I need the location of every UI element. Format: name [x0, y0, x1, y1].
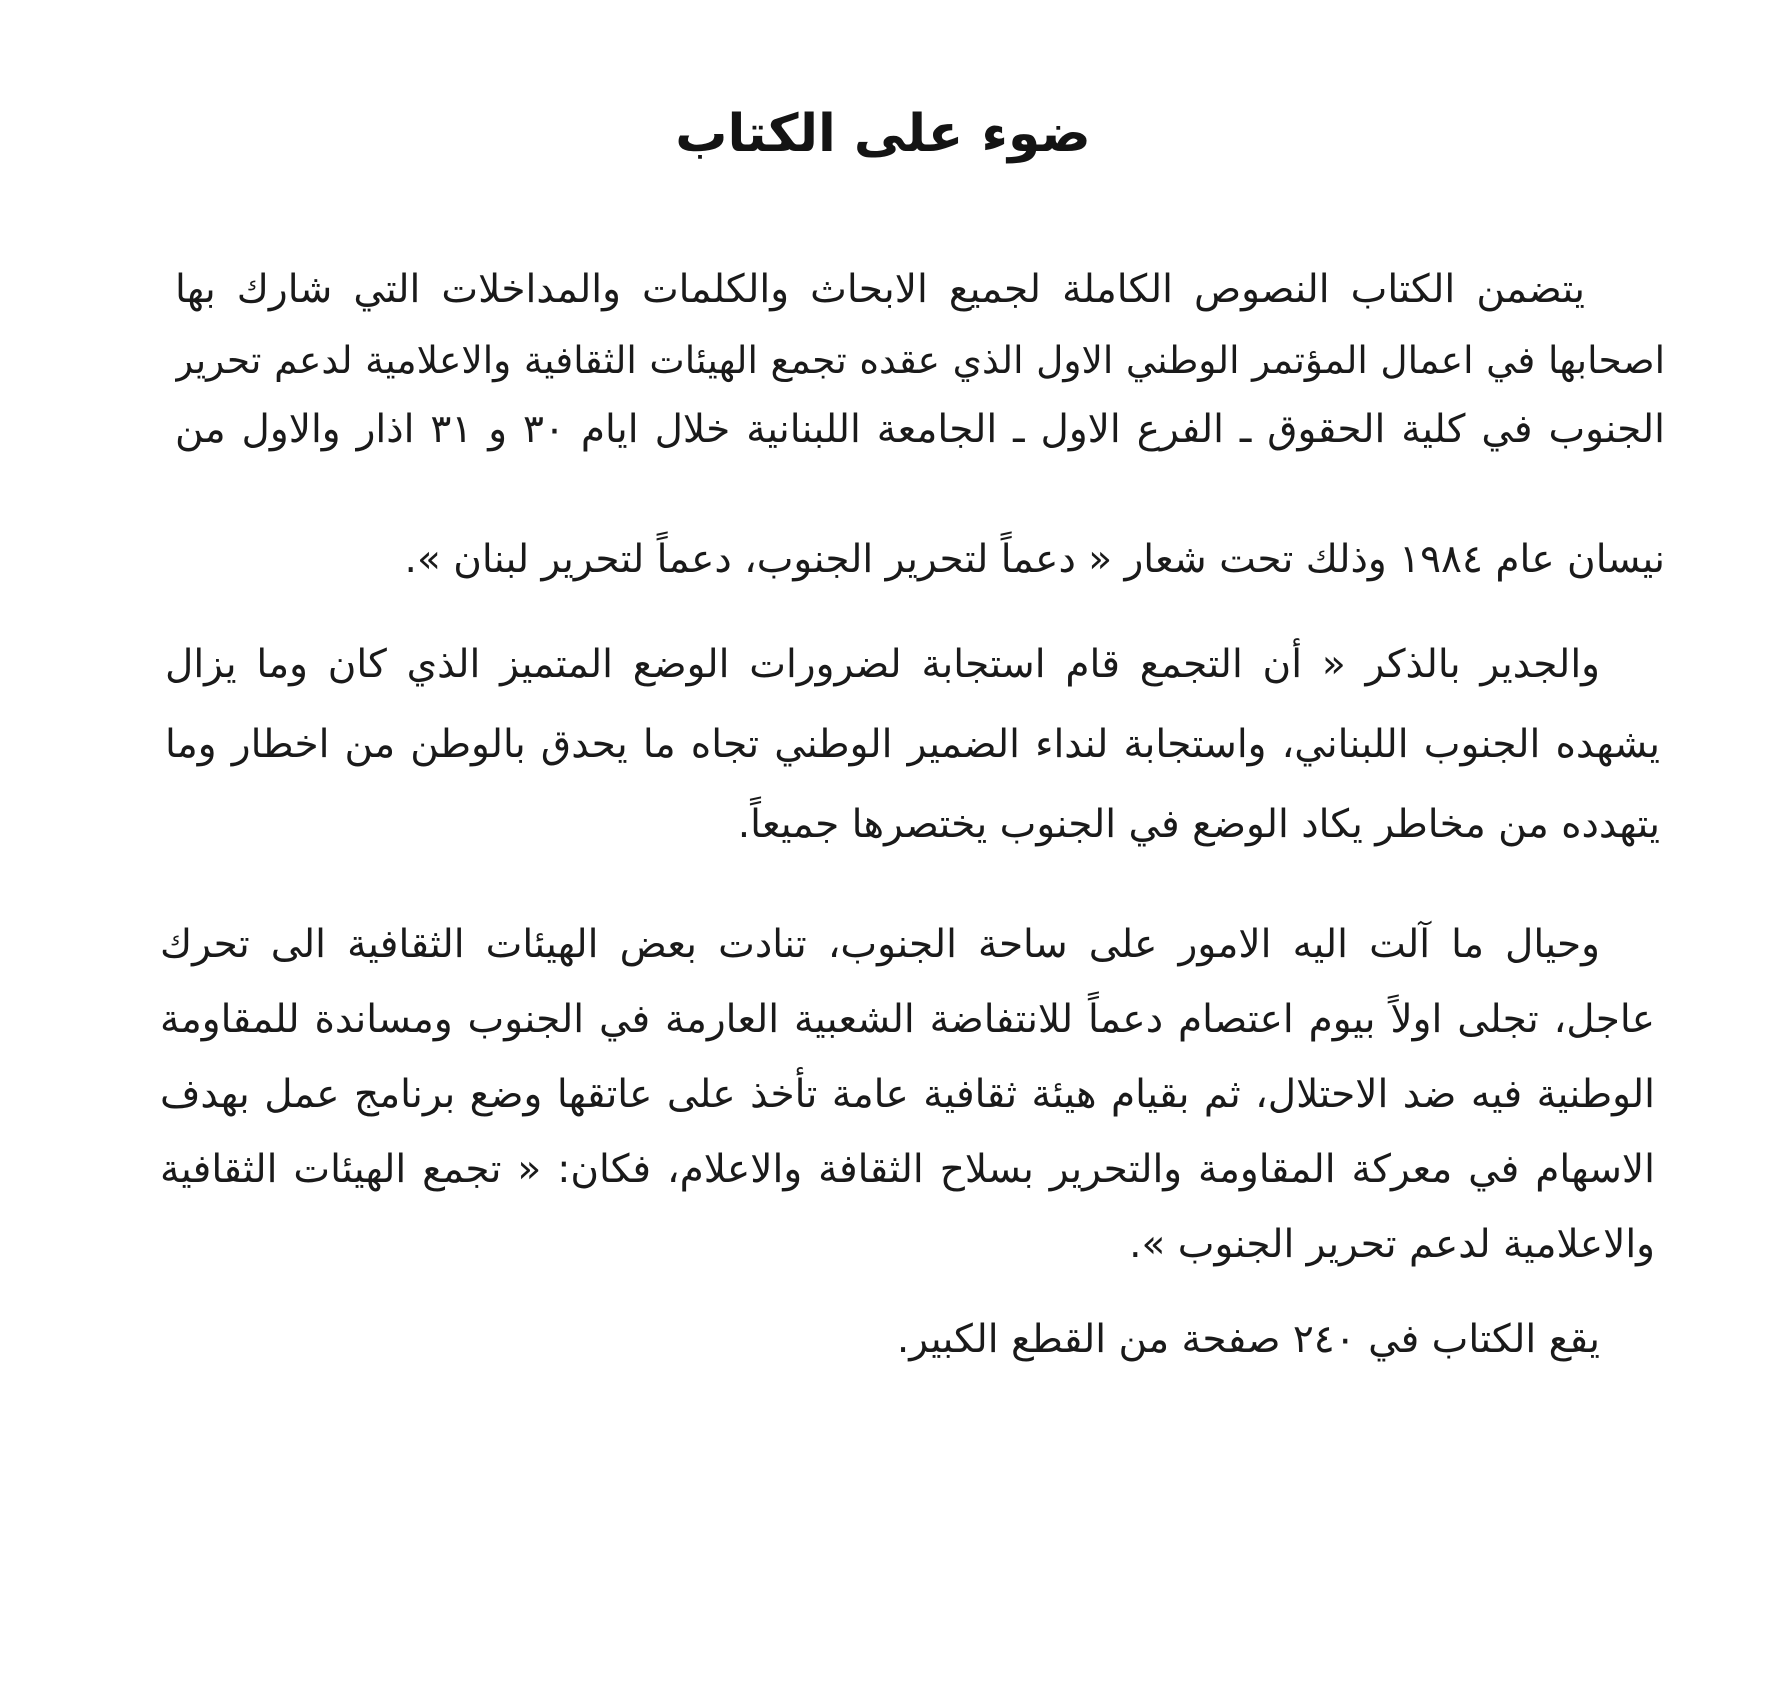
- paragraph-line: اصحابها في اعمال المؤتمر الوطني الاول الذي عقده تجمع الهيئات الثقافية والاعلامية لدعم تحرير: [175, 338, 1665, 382]
- paragraph-line: الوطنية فيه ضد الاحتلال، ثم بقيام هيئة ثقافية عامة تأخذ على عاتقها وضع برنامج عمل بهدف: [160, 1072, 1655, 1117]
- page-title: ضوء على الكتاب: [675, 104, 1091, 164]
- paragraph-line: يقع الكتاب في ٢٤٠ صفحة من القطع الكبير.: [896, 1317, 1600, 1362]
- paragraph-line: وحيال ما آلت اليه الامور على ساحة الجنوب، تنادت بعض الهيئات الثقافية الى تحرك: [160, 922, 1600, 967]
- paragraph-line: يتضمن الكتاب النصوص الكاملة لجميع الابحاث والكلمات والمداخلات التي شارك بها: [175, 267, 1585, 312]
- paragraph-line: نيسان عام ١٩٨٤ وذلك تحت شعار « دعماً لتحرير الجنوب، دعماً لتحرير لبنان ».: [404, 537, 1665, 582]
- paragraph-line: والجدير بالذكر « أن التجمع قام استجابة لضرورات الوضع المتميز الذي كان وما يزال: [165, 642, 1600, 687]
- paragraph-line: عاجل، تجلى اولاً بيوم اعتصام دعماً للانتفاضة الشعبية العارمة في الجنوب ومساندة للمقاومة: [160, 997, 1655, 1042]
- paragraph-line: يشهده الجنوب اللبناني، واستجابة لنداء الضمير الوطني تجاه ما يحدق بالوطن من اخطار وما: [165, 722, 1660, 767]
- paragraph-line: الجنوب في كلية الحقوق ـ الفرع الاول ـ الجامعة اللبنانية خلال ايام ٣٠ و ٣١ اذار والاول من: [175, 407, 1665, 452]
- paragraph-line: والاعلامية لدعم تحرير الجنوب ».: [1129, 1222, 1655, 1267]
- paragraph-line: يتهدده من مخاطر يكاد الوضع في الجنوب يختصرها جميعاً.: [737, 802, 1660, 847]
- paragraph-line: الاسهام في معركة المقاومة والتحرير بسلاح الثقافة والاعلام، فكان: « تجمع الهيئات الثقافية: [160, 1147, 1655, 1192]
